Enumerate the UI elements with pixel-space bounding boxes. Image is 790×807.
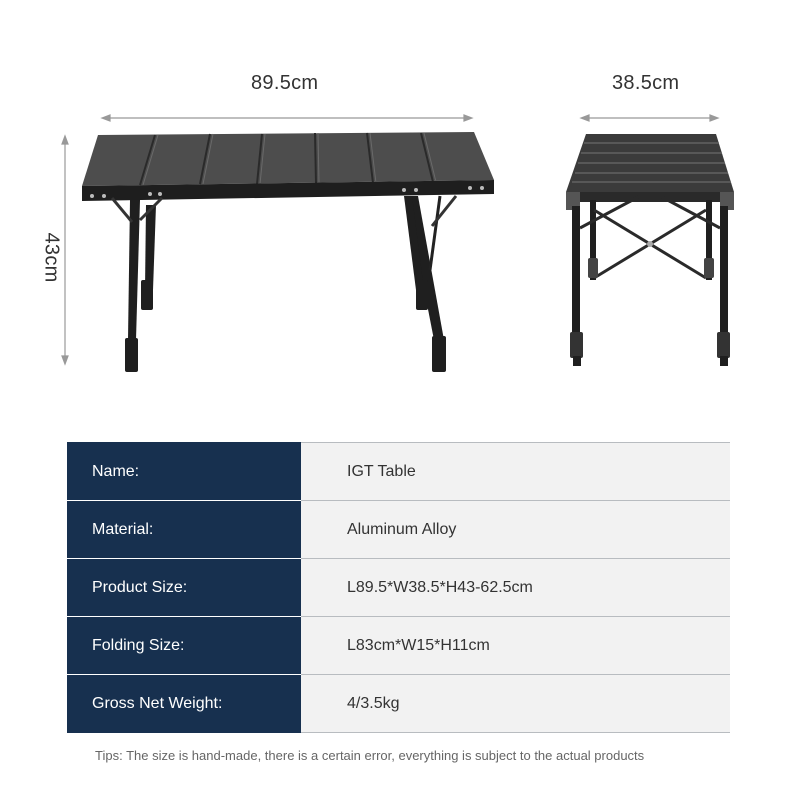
tips-note: Tips: The size is hand-made, there is a certain error, everything is subject to the actual products: [95, 748, 645, 763]
spec-row-material: [67, 501, 730, 559]
spec-label: Name:: [67, 443, 301, 501]
width-dimension-label: 38.5cm: [612, 72, 680, 94]
spec-label: Folding Size:: [67, 617, 301, 675]
spec-value: Aluminum Alloy: [301, 501, 730, 559]
specification-table: [67, 442, 730, 733]
spec-row-name: [67, 443, 730, 501]
spec-label: Gross Net Weight:: [67, 675, 301, 733]
spec-label: Product Size:: [67, 559, 301, 617]
spec-label: Material:: [67, 501, 301, 559]
spec-value: L89.5*W38.5*H43-62.5cm: [301, 559, 730, 617]
spec-value: 4/3.5kg: [301, 675, 730, 733]
spec-row-product-size: [67, 559, 730, 617]
spec-row-folding-size: [67, 617, 730, 675]
spec-row-weight: [67, 675, 730, 733]
length-dimension-label: 89.5cm: [251, 72, 319, 94]
spec-value: IGT Table: [301, 443, 730, 501]
height-dimension-label: 43cm: [40, 232, 63, 283]
spec-value: L83cm*W15*H11cm: [301, 617, 730, 675]
